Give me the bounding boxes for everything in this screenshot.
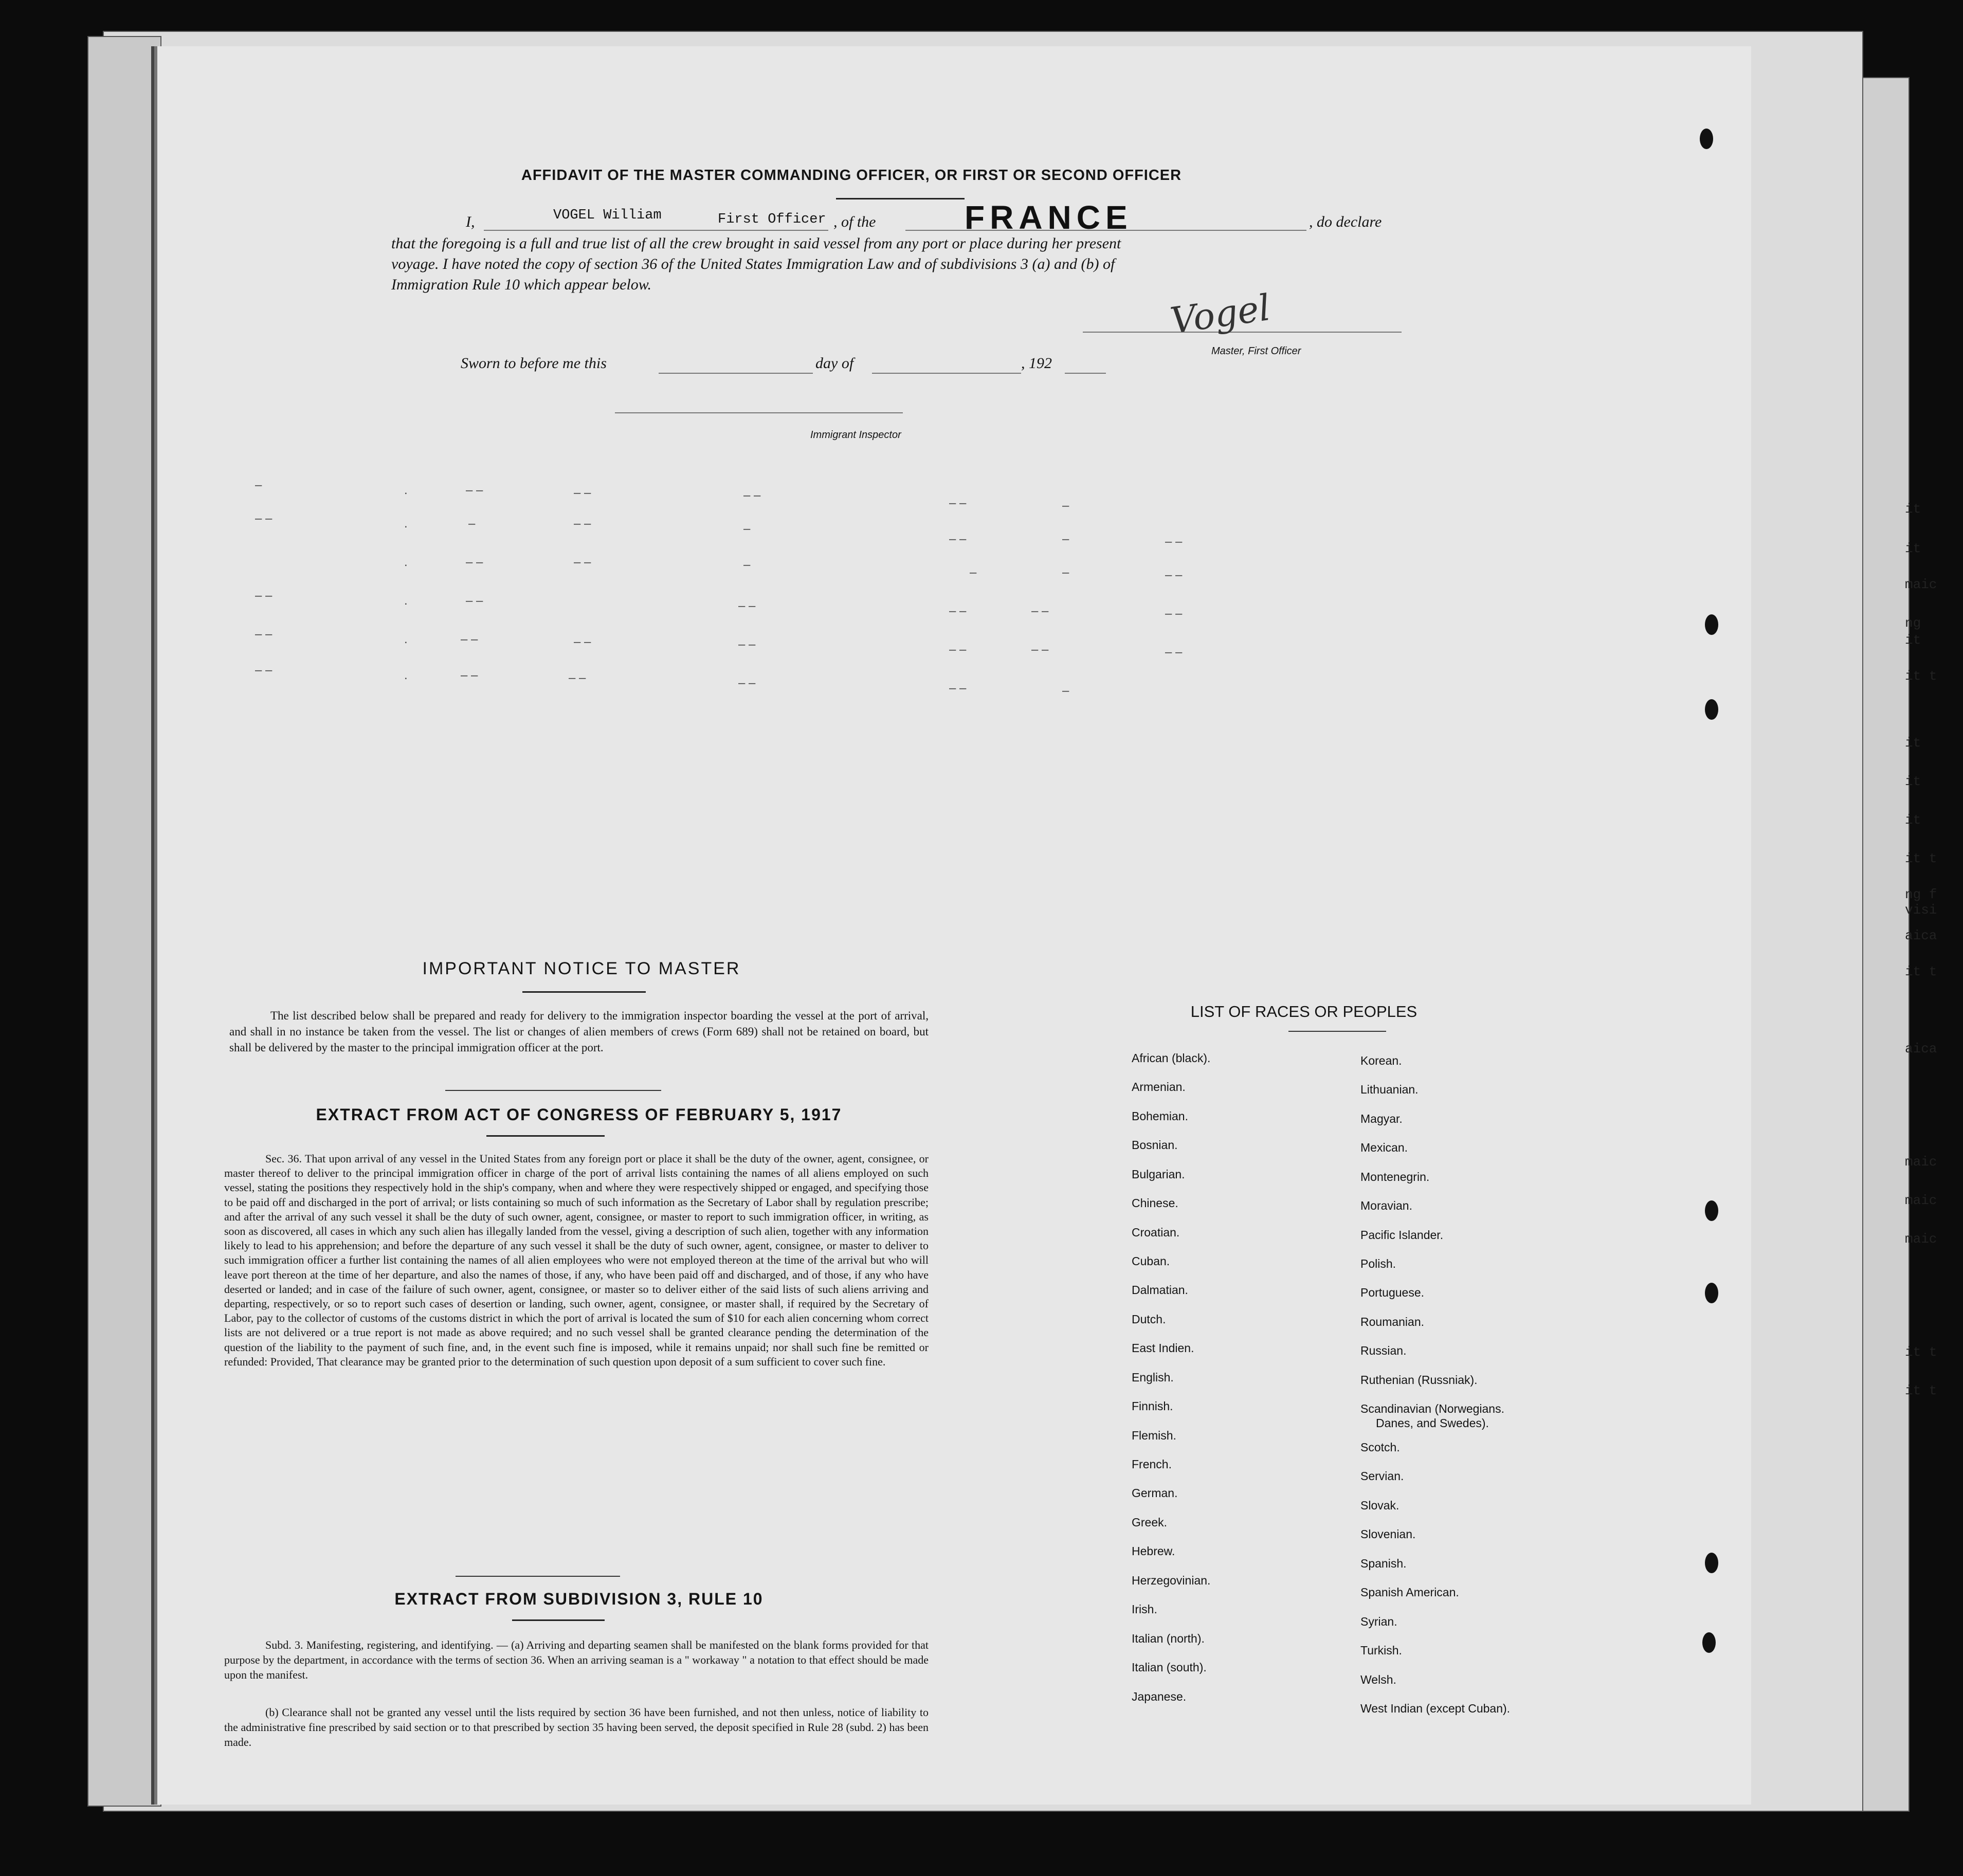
edge-fragment: it bbox=[1905, 501, 1921, 517]
race-entry: Montenegrin. bbox=[1360, 1170, 1430, 1183]
race-entry: Polish. bbox=[1360, 1257, 1396, 1270]
punch-hole bbox=[1705, 1553, 1718, 1573]
race-entry: Hebrew. bbox=[1132, 1544, 1175, 1558]
dash-mark: – – bbox=[574, 517, 591, 531]
race-entry: Roumanian. bbox=[1360, 1315, 1425, 1328]
race-entry: Bulgarian. bbox=[1132, 1168, 1185, 1181]
race-entry: Italian (south). bbox=[1132, 1661, 1207, 1674]
edge-fragment: it bbox=[1905, 735, 1921, 751]
dash-mark: – – bbox=[738, 638, 756, 651]
officer-signature: Vogel bbox=[1168, 286, 1273, 342]
punch-hole bbox=[1700, 129, 1713, 149]
vessel-name-stamp: FRANCE bbox=[965, 199, 1133, 236]
dash-mark: – – bbox=[1165, 645, 1183, 659]
edge-fragment: it t bbox=[1905, 851, 1937, 866]
dash-mark: – bbox=[743, 522, 751, 536]
edge-fragment: maic bbox=[1905, 1154, 1937, 1170]
edge-fragment: ng f bbox=[1905, 887, 1937, 902]
race-entry: Armenian. bbox=[1132, 1080, 1186, 1094]
race-entry: Herzegovinian. bbox=[1132, 1574, 1211, 1587]
dash-mark: – – bbox=[738, 599, 756, 613]
officer-rank: First Officer bbox=[718, 212, 826, 227]
edge-fragment: it t bbox=[1905, 1344, 1937, 1360]
rule-text-a: Subd. 3. Manifesting, registering, and identifying. — (a) Arriving and departing seamen shall be manifested on the blank forms provided for that purpose by the department, in accordance with the terms of section 36. When an arriving seaman is a " workaway " a notation to that effect should be made upon the manifest. bbox=[224, 1638, 929, 1681]
race-entry: French. bbox=[1132, 1458, 1172, 1471]
race-entry: Slovenian. bbox=[1360, 1527, 1416, 1541]
of-the-label: , of the bbox=[833, 213, 876, 230]
notice-divider bbox=[445, 1090, 661, 1091]
race-entry: Ruthenian (Russniak). bbox=[1360, 1373, 1478, 1387]
dash-mark: – – bbox=[1165, 535, 1183, 549]
act-divider bbox=[456, 1576, 620, 1577]
dash-mark: – bbox=[1062, 499, 1069, 513]
dash-mark: – – bbox=[1031, 604, 1049, 618]
dash-mark: – – bbox=[574, 486, 591, 500]
race-entry: Chinese. bbox=[1132, 1196, 1178, 1210]
race-entry: Servian. bbox=[1360, 1469, 1404, 1483]
race-entry: German. bbox=[1132, 1486, 1178, 1500]
dash-mark: – bbox=[970, 566, 977, 579]
dash-mark: – – bbox=[461, 668, 478, 682]
signature-caption: Master, First Officer bbox=[1211, 345, 1301, 357]
race-entry: Slovak. bbox=[1360, 1499, 1399, 1512]
races-title: LIST OF RACES OR PEOPLES bbox=[1190, 1003, 1417, 1021]
affidavit-line-4: Immigration Rule 10 which appear below. bbox=[391, 276, 652, 293]
dash-mark: . bbox=[404, 555, 408, 569]
edge-fragment: ng bbox=[1905, 615, 1921, 631]
dash-mark: – – bbox=[738, 676, 756, 690]
race-entry: Italian (north). bbox=[1132, 1632, 1205, 1645]
officer-name: VOGEL William bbox=[553, 208, 662, 223]
edge-fragment: it t bbox=[1905, 668, 1937, 684]
race-entry: Dutch. bbox=[1132, 1313, 1166, 1326]
race-entry: Bosnian. bbox=[1132, 1138, 1178, 1152]
race-entry: Korean. bbox=[1360, 1054, 1402, 1067]
rule-text-b: (b) Clearance shall not be granted any vessel until the lists required by section 36 have been furnished, and not then unless, notice of liability to the administrative fine prescribed by said section or to that prescribed by section 35 having been served, the deposit specified in Rule 28 (subd. 2) has been made. bbox=[224, 1706, 929, 1748]
dash-mark: – – bbox=[569, 671, 586, 685]
dash-mark: – – bbox=[574, 555, 591, 569]
dash-mark: – – bbox=[574, 635, 591, 649]
dash-mark: – – bbox=[255, 512, 272, 525]
sworn-month-line bbox=[872, 373, 1021, 374]
punch-hole bbox=[1705, 1200, 1718, 1221]
dash-mark: – – bbox=[466, 594, 483, 608]
dash-mark: – bbox=[743, 558, 751, 572]
sworn-text-2: day of bbox=[815, 355, 854, 372]
dash-mark: – – bbox=[949, 496, 967, 510]
dash-mark: . bbox=[404, 632, 408, 646]
dash-mark: – bbox=[1062, 532, 1069, 546]
dash-mark: – – bbox=[1165, 568, 1183, 582]
dash-mark: – – bbox=[949, 532, 967, 546]
race-entry: Portuguese. bbox=[1360, 1286, 1425, 1299]
dash-mark: – bbox=[1062, 566, 1069, 579]
affidavit-pronoun: I, bbox=[466, 213, 475, 230]
dash-mark: – – bbox=[743, 488, 761, 502]
race-entry: Irish. bbox=[1132, 1602, 1157, 1616]
race-entry: East Indien. bbox=[1132, 1341, 1194, 1355]
edge-fragment: visi bbox=[1905, 902, 1937, 918]
edge-fragment: it t bbox=[1905, 1383, 1937, 1398]
dash-mark: – – bbox=[949, 643, 967, 657]
edge-fragment: it bbox=[1905, 774, 1921, 789]
race-entry: African (black). bbox=[1132, 1051, 1211, 1065]
edge-fragment: aica bbox=[1905, 928, 1937, 943]
dash-mark: – – bbox=[461, 632, 478, 646]
race-entry: West Indian (except Cuban). bbox=[1360, 1702, 1511, 1715]
sworn-text-3: , 192 bbox=[1021, 355, 1052, 372]
race-entry: Lithuanian. bbox=[1360, 1083, 1419, 1096]
dash-mark: – – bbox=[255, 663, 272, 677]
rule-underline bbox=[512, 1619, 605, 1621]
dash-mark: – – bbox=[949, 604, 967, 618]
race-entry: Dalmatian. bbox=[1132, 1283, 1188, 1297]
inspector-line bbox=[615, 412, 903, 413]
punch-hole bbox=[1702, 1632, 1716, 1653]
race-entry: Scotch. bbox=[1360, 1441, 1400, 1454]
sworn-day-line bbox=[659, 373, 813, 374]
inspector-label: Immigrant Inspector bbox=[810, 429, 901, 441]
act-title: EXTRACT FROM ACT OF CONGRESS OF FEBRUARY 5, 1917 bbox=[316, 1105, 842, 1124]
race-entry: English. bbox=[1132, 1371, 1174, 1384]
notice-underline bbox=[522, 991, 646, 993]
race-entry: Spanish. bbox=[1360, 1557, 1407, 1570]
dash-mark: – – bbox=[466, 483, 483, 497]
dash-mark: . bbox=[404, 483, 408, 497]
dash-mark: . bbox=[404, 594, 408, 608]
notice-title: IMPORTANT NOTICE TO MASTER bbox=[422, 959, 741, 978]
back-page-left bbox=[87, 36, 161, 1807]
dash-mark: – – bbox=[1031, 643, 1049, 657]
sworn-text-1: Sworn to before me this bbox=[461, 355, 607, 372]
edge-fragment: it bbox=[1905, 812, 1921, 828]
race-entry: Mexican. bbox=[1360, 1141, 1408, 1154]
race-entry: Flemish. bbox=[1132, 1429, 1176, 1442]
dash-mark: – bbox=[468, 517, 476, 531]
race-entry: Finnish. bbox=[1132, 1399, 1173, 1413]
affidavit-line-2: that the foregoing is a full and true list of all the crew brought in said vessel from any port or place during her present bbox=[391, 235, 1121, 252]
affidavit-title: AFFIDAVIT OF THE MASTER COMMANDING OFFICER, OR FIRST OR SECOND OFFICER bbox=[521, 167, 1182, 184]
dash-mark: – – bbox=[255, 589, 272, 603]
punch-hole bbox=[1705, 699, 1718, 720]
edge-fragment: it bbox=[1905, 632, 1921, 648]
race-entry: Russian. bbox=[1360, 1344, 1407, 1357]
dash-mark: – bbox=[1062, 684, 1069, 698]
edge-fragment: maic bbox=[1905, 1231, 1937, 1247]
race-entry: Danes, and Swedes). bbox=[1376, 1416, 1489, 1430]
dash-mark: – – bbox=[466, 555, 483, 569]
race-entry: Magyar. bbox=[1360, 1112, 1403, 1125]
race-entry: Cuban. bbox=[1132, 1254, 1170, 1268]
race-entry: Turkish. bbox=[1360, 1644, 1402, 1657]
name-line bbox=[484, 230, 828, 231]
race-entry: Bohemian. bbox=[1132, 1109, 1188, 1123]
edge-fragment: maic bbox=[1905, 1193, 1937, 1208]
do-declare-label: , do declare bbox=[1309, 213, 1382, 230]
dash-mark: – – bbox=[1165, 607, 1183, 621]
edge-fragment: maic bbox=[1905, 577, 1937, 592]
dash-mark: – – bbox=[949, 681, 967, 695]
dash-mark: – – bbox=[255, 627, 272, 641]
dash-mark: . bbox=[404, 668, 408, 682]
races-underline bbox=[1288, 1031, 1386, 1032]
affidavit-line-3: voyage. I have noted the copy of section 36 of the United States Immigration Law and of subdivisions 3 (a) and (b) of bbox=[391, 256, 1115, 272]
race-entry: Welsh. bbox=[1360, 1673, 1396, 1686]
act-underline bbox=[486, 1135, 605, 1137]
punch-hole bbox=[1705, 1283, 1718, 1303]
race-entry: Greek. bbox=[1132, 1516, 1168, 1529]
edge-fragment: it t bbox=[1905, 964, 1937, 979]
punch-hole bbox=[1705, 614, 1718, 635]
race-entry: Spanish American. bbox=[1360, 1586, 1459, 1599]
edge-fragment: aica bbox=[1905, 1041, 1937, 1057]
notice-text: The list described below shall be prepared and ready for delivery to the immigration inspector boarding the vessel at the port of arrival, and shall in no instance be taken from the vessel. The list or changes of alien members of crews (Form 689) shall not be retained on board, but shall be delivered by the master to the principal immigration officer at the port. bbox=[229, 1009, 929, 1054]
crew-list-page bbox=[154, 46, 1751, 1805]
dash-mark: – bbox=[255, 478, 262, 492]
title-underline bbox=[836, 198, 965, 199]
race-entry: Scandinavian (Norwegians. bbox=[1360, 1402, 1504, 1415]
sworn-year-line bbox=[1065, 373, 1106, 374]
race-entry: Japanese. bbox=[1132, 1690, 1187, 1703]
race-entry: Moravian. bbox=[1360, 1199, 1412, 1212]
rule-title: EXTRACT FROM SUBDIVISION 3, RULE 10 bbox=[394, 1590, 764, 1608]
race-entry: Croatian. bbox=[1132, 1226, 1180, 1239]
race-entry: Pacific Islander. bbox=[1360, 1228, 1444, 1242]
edge-fragment: it bbox=[1905, 541, 1921, 556]
dash-mark: . bbox=[404, 517, 408, 531]
act-text: Sec. 36. That upon arrival of any vessel in the United States from any foreign port or place it shall be the duty of the owner, agent, consignee, or master thereof to deliver to the principal immigration officer in charge of the port of arrival lists containing the names of all aliens employed on such vessel, stating the positions they respectively hold in the ship's company, when and where they were respectively shipped or engaged, and specifying those to be paid off and discharged in the port of arrival; or lists containing so much of such information as the Secretary of Labor shall by regulation prescribe; and after the arrival of any such vessel it shall be the duty of such owner, agent, consignee, or master to report to such immigration officer, in writing, as soon as discovered, all cases in which any such alien has illegally landed from the vessel, giving a description of such alien, together with any information likely to lead to his apprehension; and before the departure of any such vessel it shall be the duty of such owner, agent, consignee, or master to deliver to such immigration officer a further list containing the names of all alien employees who were not employed thereon at the time of the arrival but who will leave port thereon at the time of her departure, and also the names of those, if any, who have been paid off and discharged, and of those, if any who have deserted or landed; and in case of the failure of such owner, agent, consignee, or master so to deliver either of the said lists of such aliens arriving and departing, respectively, or so to report such cases of desertion or landing, such owner, agent, consignee, or master shall, if required by the Secretary of Labor, pay to the collector of customs of the customs district in which the port of arrival is located the sum of $10 for each alien concerning whom correct lists are not delivered or a true report is not made as above required; and no such vessel shall be granted clearance pending the determination of the question of the liability to the payment of such fine, and, in the event such fine is imposed, while it remains unpaid; nor shall such fine be remitted or refunded: Provided, That clearance may be granted prior to the determination of such question upon deposit of a sum sufficient to cover such fine. bbox=[224, 1152, 929, 1368]
race-entry: Syrian. bbox=[1360, 1615, 1397, 1628]
